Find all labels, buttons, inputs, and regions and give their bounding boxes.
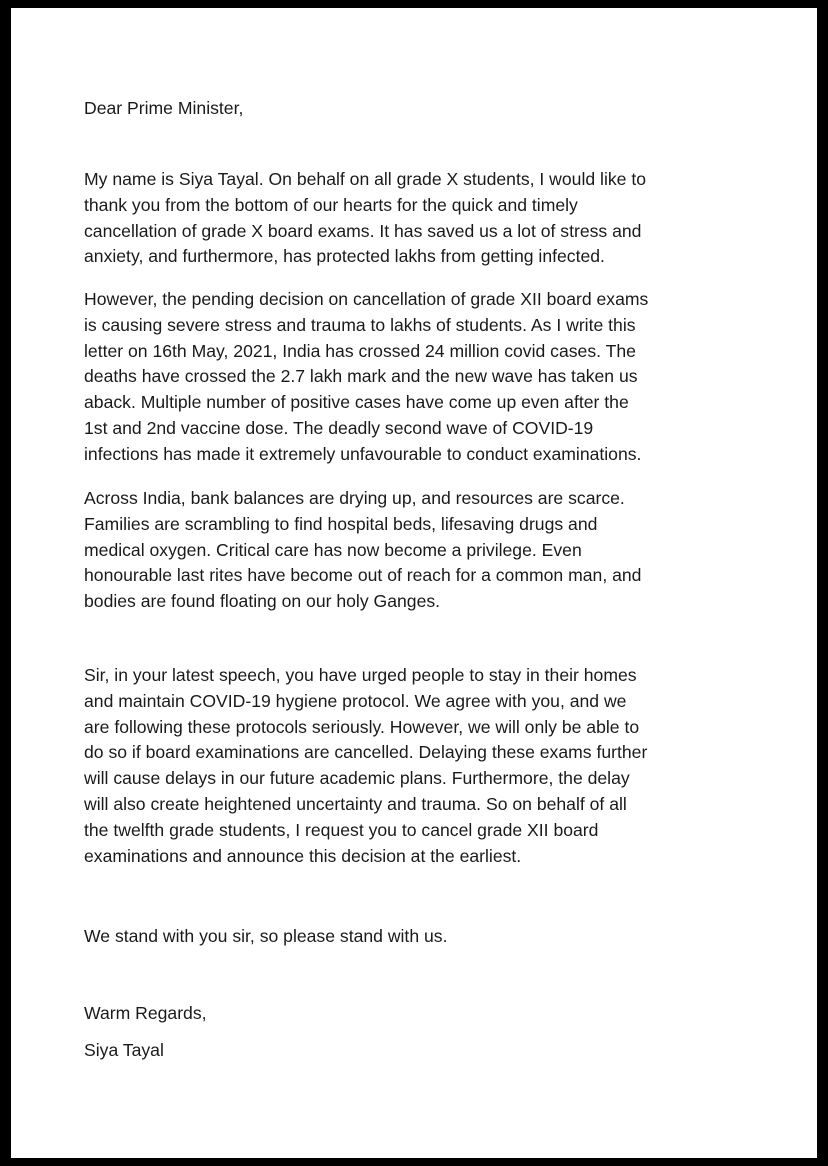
paragraph-situation: Across India, bank balances are drying up, and resources are scarce. Families are scrambling to find hospital beds, lifesaving drugs and medical oxygen. Critical care has now become a privilege. Even honourable last rites have become out of reach for a common man, and bodies are found floating on our holy Ganges. bbox=[84, 488, 642, 612]
paragraph-request: Sir, in your latest speech, you have urged people to stay in their homes and maintain COVID-19 hygiene protocol. We agree with you, and we are following these protocols seriously. However, we will only be able to do so if board examinations are cancelled. Delaying these exams further will cause delays in our future academic plans. Furthermore, the delay will also create heightened uncertainty and trauma. So on behalf of all the twelfth grade students, I request you to cancel grade XII board examinations and announce this decision at the earliest. bbox=[84, 665, 648, 866]
closing: Warm Regards, bbox=[84, 1003, 207, 1023]
salutation: Dear Prime Minister, bbox=[84, 98, 244, 118]
paragraph-conclusion: We stand with you sir, so please stand with us. bbox=[84, 926, 448, 946]
signature: Siya Tayal bbox=[84, 1040, 164, 1060]
paragraph-intro: My name is Siya Tayal. On behalf on all grade X students, I would like to thank you from the bottom of our hearts for the quick and timely cancellation of grade X board exams. It has saved us a lot of stress and anxiety, and furthermore, has protected lakhs from getting infected. bbox=[84, 169, 646, 267]
paragraph-grade-xii-concern: However, the pending decision on cancellation of grade XII board exams is causing severe stress and trauma to lakhs of students. As I write this letter on 16th May, 2021, India has crossed 24 million covid cases. The deaths have crossed the 2.7 lakh mark and the new wave has taken us aback. Multiple number of positive cases have come up even after the 1st and 2nd vaccine dose. The deadly second wave of COVID-19 infections has made it extremely unfavourable to conduct examinations. bbox=[84, 289, 649, 464]
letter-page bbox=[11, 8, 817, 1158]
